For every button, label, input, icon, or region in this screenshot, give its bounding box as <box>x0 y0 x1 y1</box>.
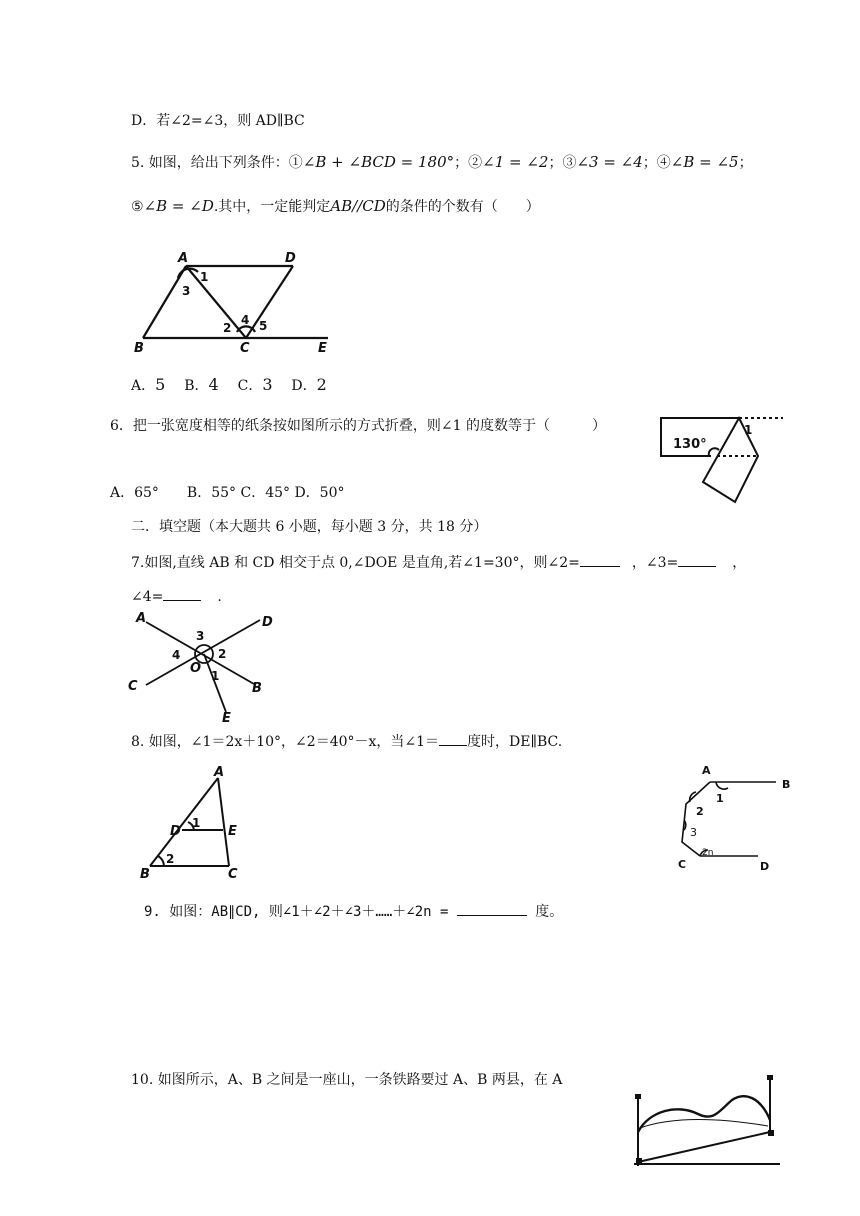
q6-options: A．65° B．55° C．45° D．50° <box>110 485 345 501</box>
q5-label-d: D <box>285 251 296 266</box>
q9-angle-2n: 2n <box>702 848 714 858</box>
q10-figure <box>628 1070 788 1174</box>
q5-option-b: B．4 <box>184 375 219 394</box>
q7-figure <box>126 608 286 726</box>
q5-figure <box>128 248 340 358</box>
q9-angle-1: 1 <box>716 792 724 805</box>
q5-sep3: ；④ <box>642 155 671 171</box>
q5-tail: 的条件的个数有（ ） <box>385 199 540 215</box>
q5-angle-1: 1 <box>200 270 209 284</box>
q8-label-b: B <box>140 867 150 880</box>
q5-angle-4: 4 <box>241 313 250 327</box>
q9-blank[interactable] <box>457 901 527 916</box>
q5-angle-2: 2 <box>223 321 232 335</box>
q9-text1: 9. 如图：AB∥CD, 则∠1＋∠2＋∠3＋……＋∠2n = <box>144 904 457 920</box>
q8-angle-2: 2 <box>166 852 175 866</box>
q7-label-o: O <box>190 661 202 676</box>
q9-figure <box>672 758 802 876</box>
q7-text2: ，∠3= <box>631 555 679 571</box>
q8-blank[interactable] <box>439 731 467 746</box>
q5-label-b: B <box>134 341 144 356</box>
q9-stem <box>144 901 563 922</box>
q5-label-e: E <box>318 341 327 356</box>
q9-label-a: A <box>702 764 711 777</box>
q5-condition-1: ∠B + ∠BCD = 180° <box>302 153 455 171</box>
q8-label-c: C <box>228 867 238 880</box>
q8-label-d: D <box>170 824 181 839</box>
q5-condition-2: ∠1 = ∠2 <box>482 153 549 171</box>
q4-option-d: D．若∠2=∠3，则 AD∥BC <box>131 113 305 129</box>
q5-sep4: ； <box>738 155 753 171</box>
q7-angle-3: 3 <box>196 629 205 643</box>
q7-label-c: C <box>128 679 138 694</box>
q7-blank-angle3[interactable] <box>678 552 716 567</box>
q7-angle-1: 1 <box>211 669 220 683</box>
q5-lead: 5. 如图，给出下列条件：① <box>131 155 303 171</box>
q9-angle-3: 3 <box>690 826 697 839</box>
q5-option-c: C．3 <box>237 375 273 394</box>
q7-blank-angle2[interactable] <box>580 552 620 567</box>
q5-sep1: ；② <box>454 155 483 171</box>
q6-angle-130: 130° <box>673 437 707 452</box>
q9-label-d: D <box>760 860 770 873</box>
q5-options <box>131 375 327 396</box>
q5-c5-prefix: ⑤ <box>131 199 144 215</box>
q5-condition-4: ∠B = ∠5 <box>670 153 739 171</box>
q5-mid: .其中，一定能判定 <box>213 199 331 215</box>
q5-label-c: C <box>240 341 250 356</box>
q5-angle-5: 5 <box>259 319 268 333</box>
q7-label-e: E <box>222 711 231 726</box>
q7-label-b: B <box>252 681 262 696</box>
q8-angle-1: 1 <box>192 816 201 830</box>
q6-angle-1: 1 <box>744 423 753 437</box>
q9-angle-2: 2 <box>696 805 704 818</box>
q7-angle-2: 2 <box>218 647 227 661</box>
q5-option-a: A．5 <box>131 375 166 394</box>
q6-stem: 6．把一张宽度相等的纸条按如图所示的方式折叠，则∠1 的度数等于（ ） <box>110 418 606 434</box>
q5-stem-line2 <box>131 196 540 217</box>
q8-figure <box>136 764 248 880</box>
q8-text2: 度时，DE∥BC. <box>467 734 563 750</box>
q9-label-b: B <box>782 778 791 791</box>
q7-text4: ∠4= <box>131 589 164 605</box>
q6-figure <box>655 410 795 506</box>
q7-label-d: D <box>262 615 273 630</box>
q7-text5: . <box>217 589 222 605</box>
q9-label-c: C <box>678 858 687 871</box>
q9-text2: 度。 <box>526 904 564 920</box>
q8-label-e: E <box>228 824 237 839</box>
q7-stem-line2 <box>131 586 222 607</box>
section2-title: 二．填空题（本大题共 6 小题，每小题 3 分，共 18 分） <box>131 519 488 535</box>
q5-condition-5: ∠B = ∠D <box>143 197 214 215</box>
q8-stem <box>131 731 562 752</box>
q5-condition-3: ∠3 = ∠4 <box>576 153 643 171</box>
q5-sep2: ；③ <box>548 155 577 171</box>
q7-label-a: A <box>136 611 147 626</box>
q7-text3: ， <box>732 555 747 571</box>
q5-stem-line1 <box>131 152 753 173</box>
q8-text1: 8. 如图，∠1＝2x＋10°，∠2＝40°－x，当∠1＝ <box>131 734 440 750</box>
q10-stem: 10. 如图所示，A、B 之间是一座山，一条铁路要过 A、B 两县，在 A <box>131 1072 563 1088</box>
q5-angle-3: 3 <box>182 284 191 298</box>
q5-option-d: D．2 <box>291 375 327 394</box>
q7-angle-4: 4 <box>172 648 181 662</box>
q5-target: AB//CD <box>330 197 386 215</box>
q7-stem-line1 <box>131 552 746 573</box>
q8-label-a: A <box>214 765 225 780</box>
q5-label-a: A <box>178 251 189 266</box>
q7-text1: 7.如图,直线 AB 和 CD 相交于点 0,∠DOE 是直角,若∠1=30°，则∠2= <box>131 555 580 571</box>
q7-blank-angle4[interactable] <box>163 586 201 601</box>
